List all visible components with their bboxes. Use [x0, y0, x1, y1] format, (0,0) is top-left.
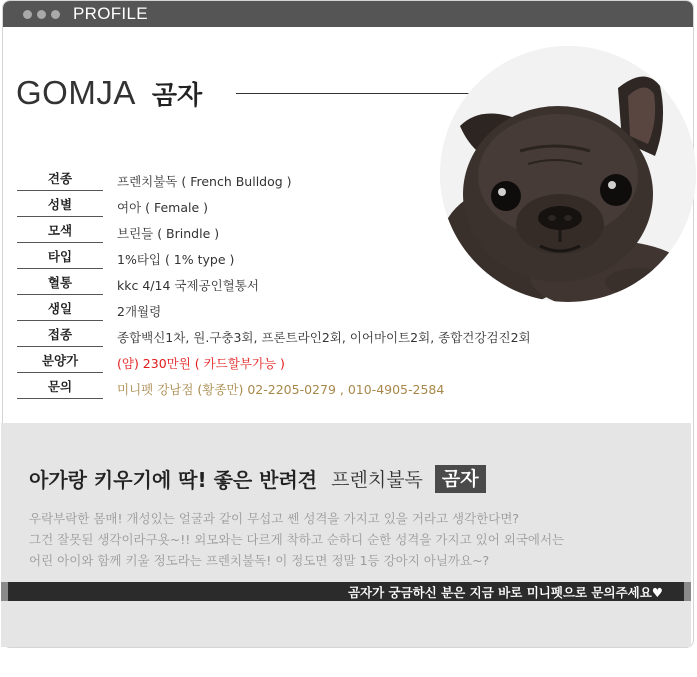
info-label: 혈통 [17, 272, 103, 295]
cta-bar-edge [684, 582, 691, 601]
headline-name-badge: 곰자 [435, 465, 486, 493]
cta-text: 곰자가 궁금하신 분은 지금 바로 미니펫으로 문의주세요♥ [347, 585, 663, 600]
title-divider [236, 93, 470, 94]
info-label: 분양가 [17, 350, 103, 373]
dog-photo [440, 46, 696, 302]
info-label: 접종 [17, 324, 103, 347]
headline-breed: 프렌치불독 [331, 469, 423, 491]
name-korean: 곰자 [151, 81, 203, 111]
info-label: 타입 [17, 246, 103, 269]
dot-icon [51, 10, 60, 19]
info-value: 종합백신1차, 원.구충3회, 프론트라인2회, 이어마이트2회, 종합건강검진2회 [117, 330, 531, 345]
profile-name [16, 74, 202, 112]
dot-icon [23, 10, 32, 19]
description-line: 우락부락한 몸매! 개성있는 얼굴과 같이 무섭고 쎈 성격을 가지고 있을 거라고 생각한다면? [29, 511, 520, 526]
info-label: 모색 [17, 220, 103, 243]
info-value: 브린들 ( Brindle ) [117, 226, 220, 241]
contact-value: 미니펫 강남점 (황종만) 02-2205-0279 , 010-4905-2584 [117, 382, 445, 397]
info-value: 1%타입 ( 1% type ) [117, 252, 235, 267]
promo-description [29, 508, 564, 571]
info-label: 문의 [17, 376, 103, 399]
cta-bar-edge [1, 582, 8, 601]
dot-icon [37, 10, 46, 19]
headline-text: 아가랑 키우기에 딱! 좋은 반려견 [29, 468, 318, 492]
promo-headline [29, 464, 486, 493]
header-bar [3, 1, 693, 27]
info-label: 견종 [17, 168, 103, 191]
price-value: (얌) 230만원 ( 카드할부가능 ) [117, 356, 285, 371]
info-value: 프렌치불독 ( French Bulldog ) [117, 174, 292, 189]
info-label: 생일 [17, 298, 103, 321]
header-title: PROFILE [73, 4, 148, 23]
description-line: 그건 잘못된 생각이라구욧~!! 외모와는 다르게 착하고 순하디 순한 성격을 가지고 있어 외국에서는 [29, 532, 565, 547]
info-label: 성별 [17, 194, 103, 217]
info-value: 여아 ( Female ) [117, 200, 209, 215]
name-english: GOMJA [16, 74, 136, 111]
description-line: 어린 아이와 함께 키울 정도라는 프렌치불독! 이 정도면 정말 1등 강아지 아닐까요~? [29, 553, 490, 568]
info-value: 2개월령 [117, 304, 162, 319]
info-value: kkc 4/14 국제공인혈통서 [117, 278, 259, 293]
cta-banner [1, 582, 691, 601]
header-dots [23, 10, 60, 19]
